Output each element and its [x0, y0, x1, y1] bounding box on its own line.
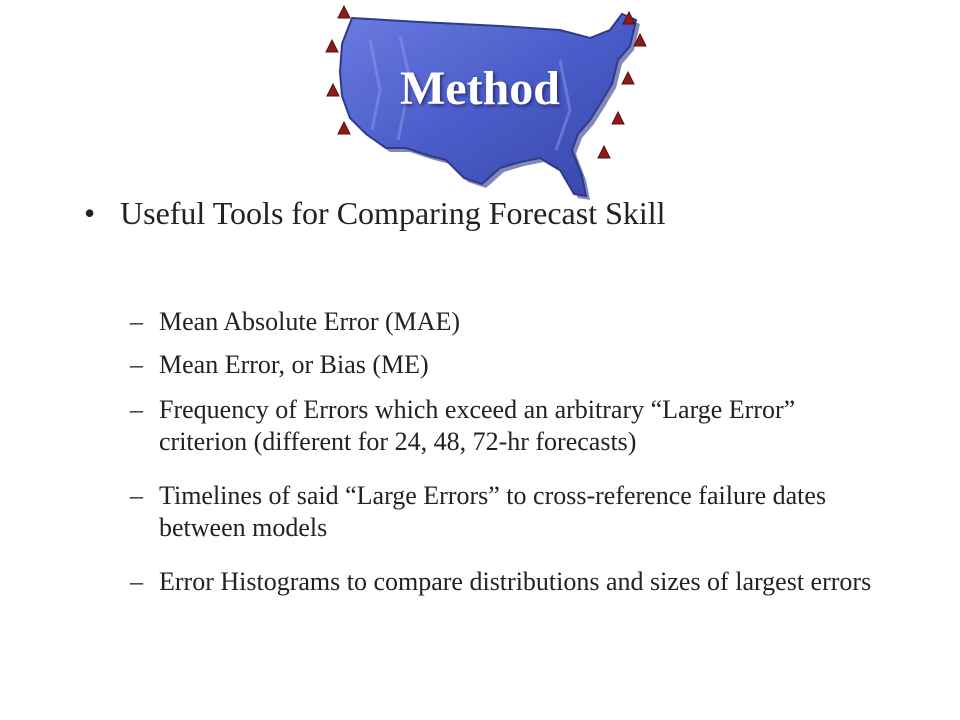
bullet-icon: •: [84, 195, 96, 231]
list-item-text: Mean Absolute Error (MAE): [159, 307, 461, 336]
list-item-text: Frequency of Errors which exceed an arbitrary “Large Error” criterion (different for 24, 48, 72-hr forecasts): [159, 395, 796, 456]
dash-icon: –: [130, 567, 143, 596]
main-bullet-text: Useful Tools for Comparing Forecast Skill: [120, 195, 666, 231]
list-item-text: Timelines of said “Large Errors” to cross-reference failure dates between models: [159, 481, 827, 542]
dash-icon: –: [130, 395, 143, 424]
list-item-text: Error Histograms to compare distributions and sizes of largest errors: [159, 567, 872, 596]
dash-icon: –: [130, 350, 143, 379]
triangle-marker-icon: [326, 40, 338, 52]
triangle-marker-icon: [598, 146, 610, 158]
triangle-marker-icon: [338, 122, 350, 134]
dash-icon: –: [130, 481, 143, 510]
slide-title: Method: [400, 62, 560, 115]
dash-icon: –: [130, 307, 143, 336]
list-item-text: Mean Error, or Bias (ME): [159, 350, 429, 379]
triangle-marker-icon: [338, 6, 350, 18]
